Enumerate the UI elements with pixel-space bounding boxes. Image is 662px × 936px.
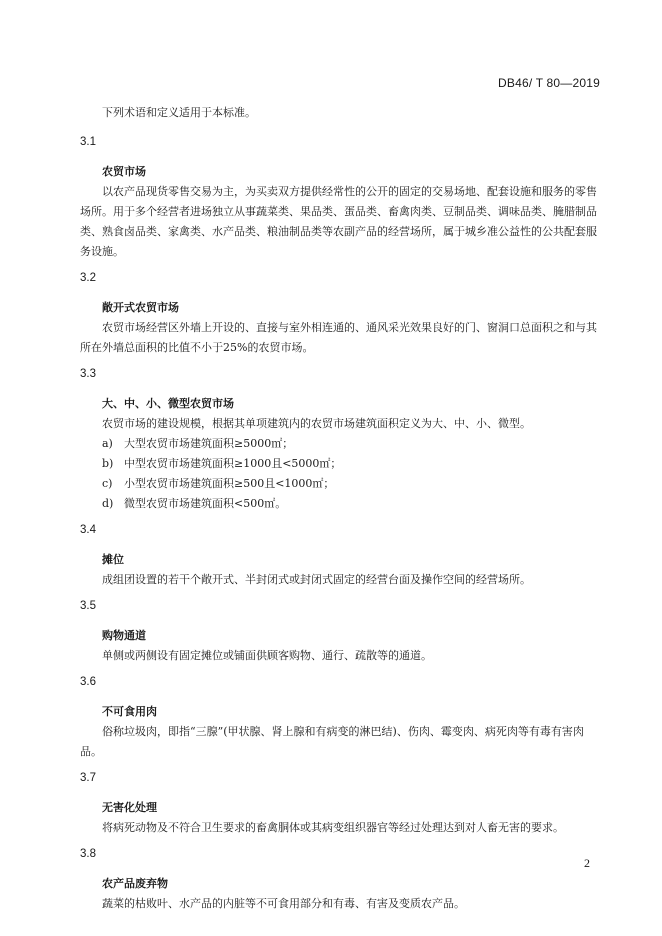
list-item-text: 中型农贸市场建筑面积≥1000且<5000㎡； xyxy=(124,457,342,470)
term-title: 敞开式农贸市场 xyxy=(102,301,179,314)
section-3-3 xyxy=(80,364,600,514)
list-item-text: 大型农贸市场建筑面积≥5000㎡； xyxy=(124,437,294,450)
section-number: 3.1 xyxy=(80,136,96,148)
term-definition: 农贸市场的建设规模，根据其单项建筑内的农贸市场建筑面积定义为大、中、小、微型。 xyxy=(102,417,531,430)
document-id: DB46/ T 80—2019 xyxy=(498,76,600,90)
list-item xyxy=(80,474,600,494)
term-title: 不可食用肉 xyxy=(102,705,157,718)
section-number: 3.8 xyxy=(80,848,96,860)
section-number: 3.3 xyxy=(80,368,96,380)
term-title: 无害化处理 xyxy=(102,801,157,814)
term-definition: 俗称垃圾肉，即指“三腺”(甲状腺、肾上腺和有病变的淋巴结)、伤肉、霉变肉、病死肉等有毒有害肉品。 xyxy=(80,725,584,758)
section-number: 3.5 xyxy=(80,600,96,612)
term-definition: 成组团设置的若干个敞开式、半封闭式或封闭式固定的经营台面及操作空间的经营场所。 xyxy=(102,573,531,586)
section-3-4 xyxy=(80,520,600,590)
list-item-text: 微型农贸市场建筑面积<500㎡。 xyxy=(124,497,287,510)
term-title: 农产品废弃物 xyxy=(102,877,168,890)
term-definition: 将病死动物及不符合卫生要求的畜禽胴体或其病变组织器官等经过处理达到对人畜无害的要求。 xyxy=(102,821,564,834)
page-number: 2 xyxy=(584,856,590,870)
section-number: 3.4 xyxy=(80,524,96,536)
list-item-label: b) xyxy=(102,457,114,470)
section-3-7 xyxy=(80,768,600,838)
term-definition: 以农产品现货零售交易为主，为买卖双方提供经常性的公开的固定的交易场地、配套设施和服务的零售场所。用于多个经营者进场独立从事蔬菜类、果品类、蛋品类、畜禽肉类、豆制品类、调味品类、腌腊制品类、熟食卤品类、家禽类、水产品类、粮油制品类等农副产品的经营场所，属于城乡准公益性的公共配套服务设施。 xyxy=(80,185,597,258)
list-item xyxy=(80,454,600,474)
section-3-2 xyxy=(80,268,600,358)
term-definition: 农贸市场经营区外墙上开设的、直接与室外相连通的、通风采光效果良好的门、窗洞口总面积之和与其所在外墙总面积的比值不小于25%的农贸市场。 xyxy=(80,321,597,354)
intro-text: 下列术语和定义适用于本标准。 xyxy=(102,106,256,119)
term-title: 农贸市场 xyxy=(102,165,146,178)
list-item-label: c) xyxy=(102,477,113,490)
list-item-label: d) xyxy=(102,497,114,510)
document-body xyxy=(80,103,600,920)
section-3-8 xyxy=(80,844,600,914)
term-definition: 单侧或两侧设有固定摊位或铺面供顾客购物、通行、疏散等的通道。 xyxy=(102,649,432,662)
section-number: 3.6 xyxy=(80,676,96,688)
list-item xyxy=(80,494,600,514)
term-definition: 蔬菜的枯败叶、水产品的内脏等不可食用部分和有毒、有害及变质农产品。 xyxy=(102,897,465,910)
section-3-6 xyxy=(80,672,600,762)
list-item xyxy=(80,434,600,454)
section-3-5 xyxy=(80,596,600,666)
list-item-text: 小型农贸市场建筑面积≥500且<1000㎡； xyxy=(124,477,335,490)
section-number: 3.2 xyxy=(80,272,96,284)
term-title: 摊位 xyxy=(102,553,124,566)
term-title: 购物通道 xyxy=(102,629,146,642)
list-item-label: a) xyxy=(102,437,113,450)
section-number: 3.7 xyxy=(80,772,96,784)
term-title: 大、中、小、微型农贸市场 xyxy=(102,397,234,410)
section-3-1 xyxy=(80,132,600,262)
